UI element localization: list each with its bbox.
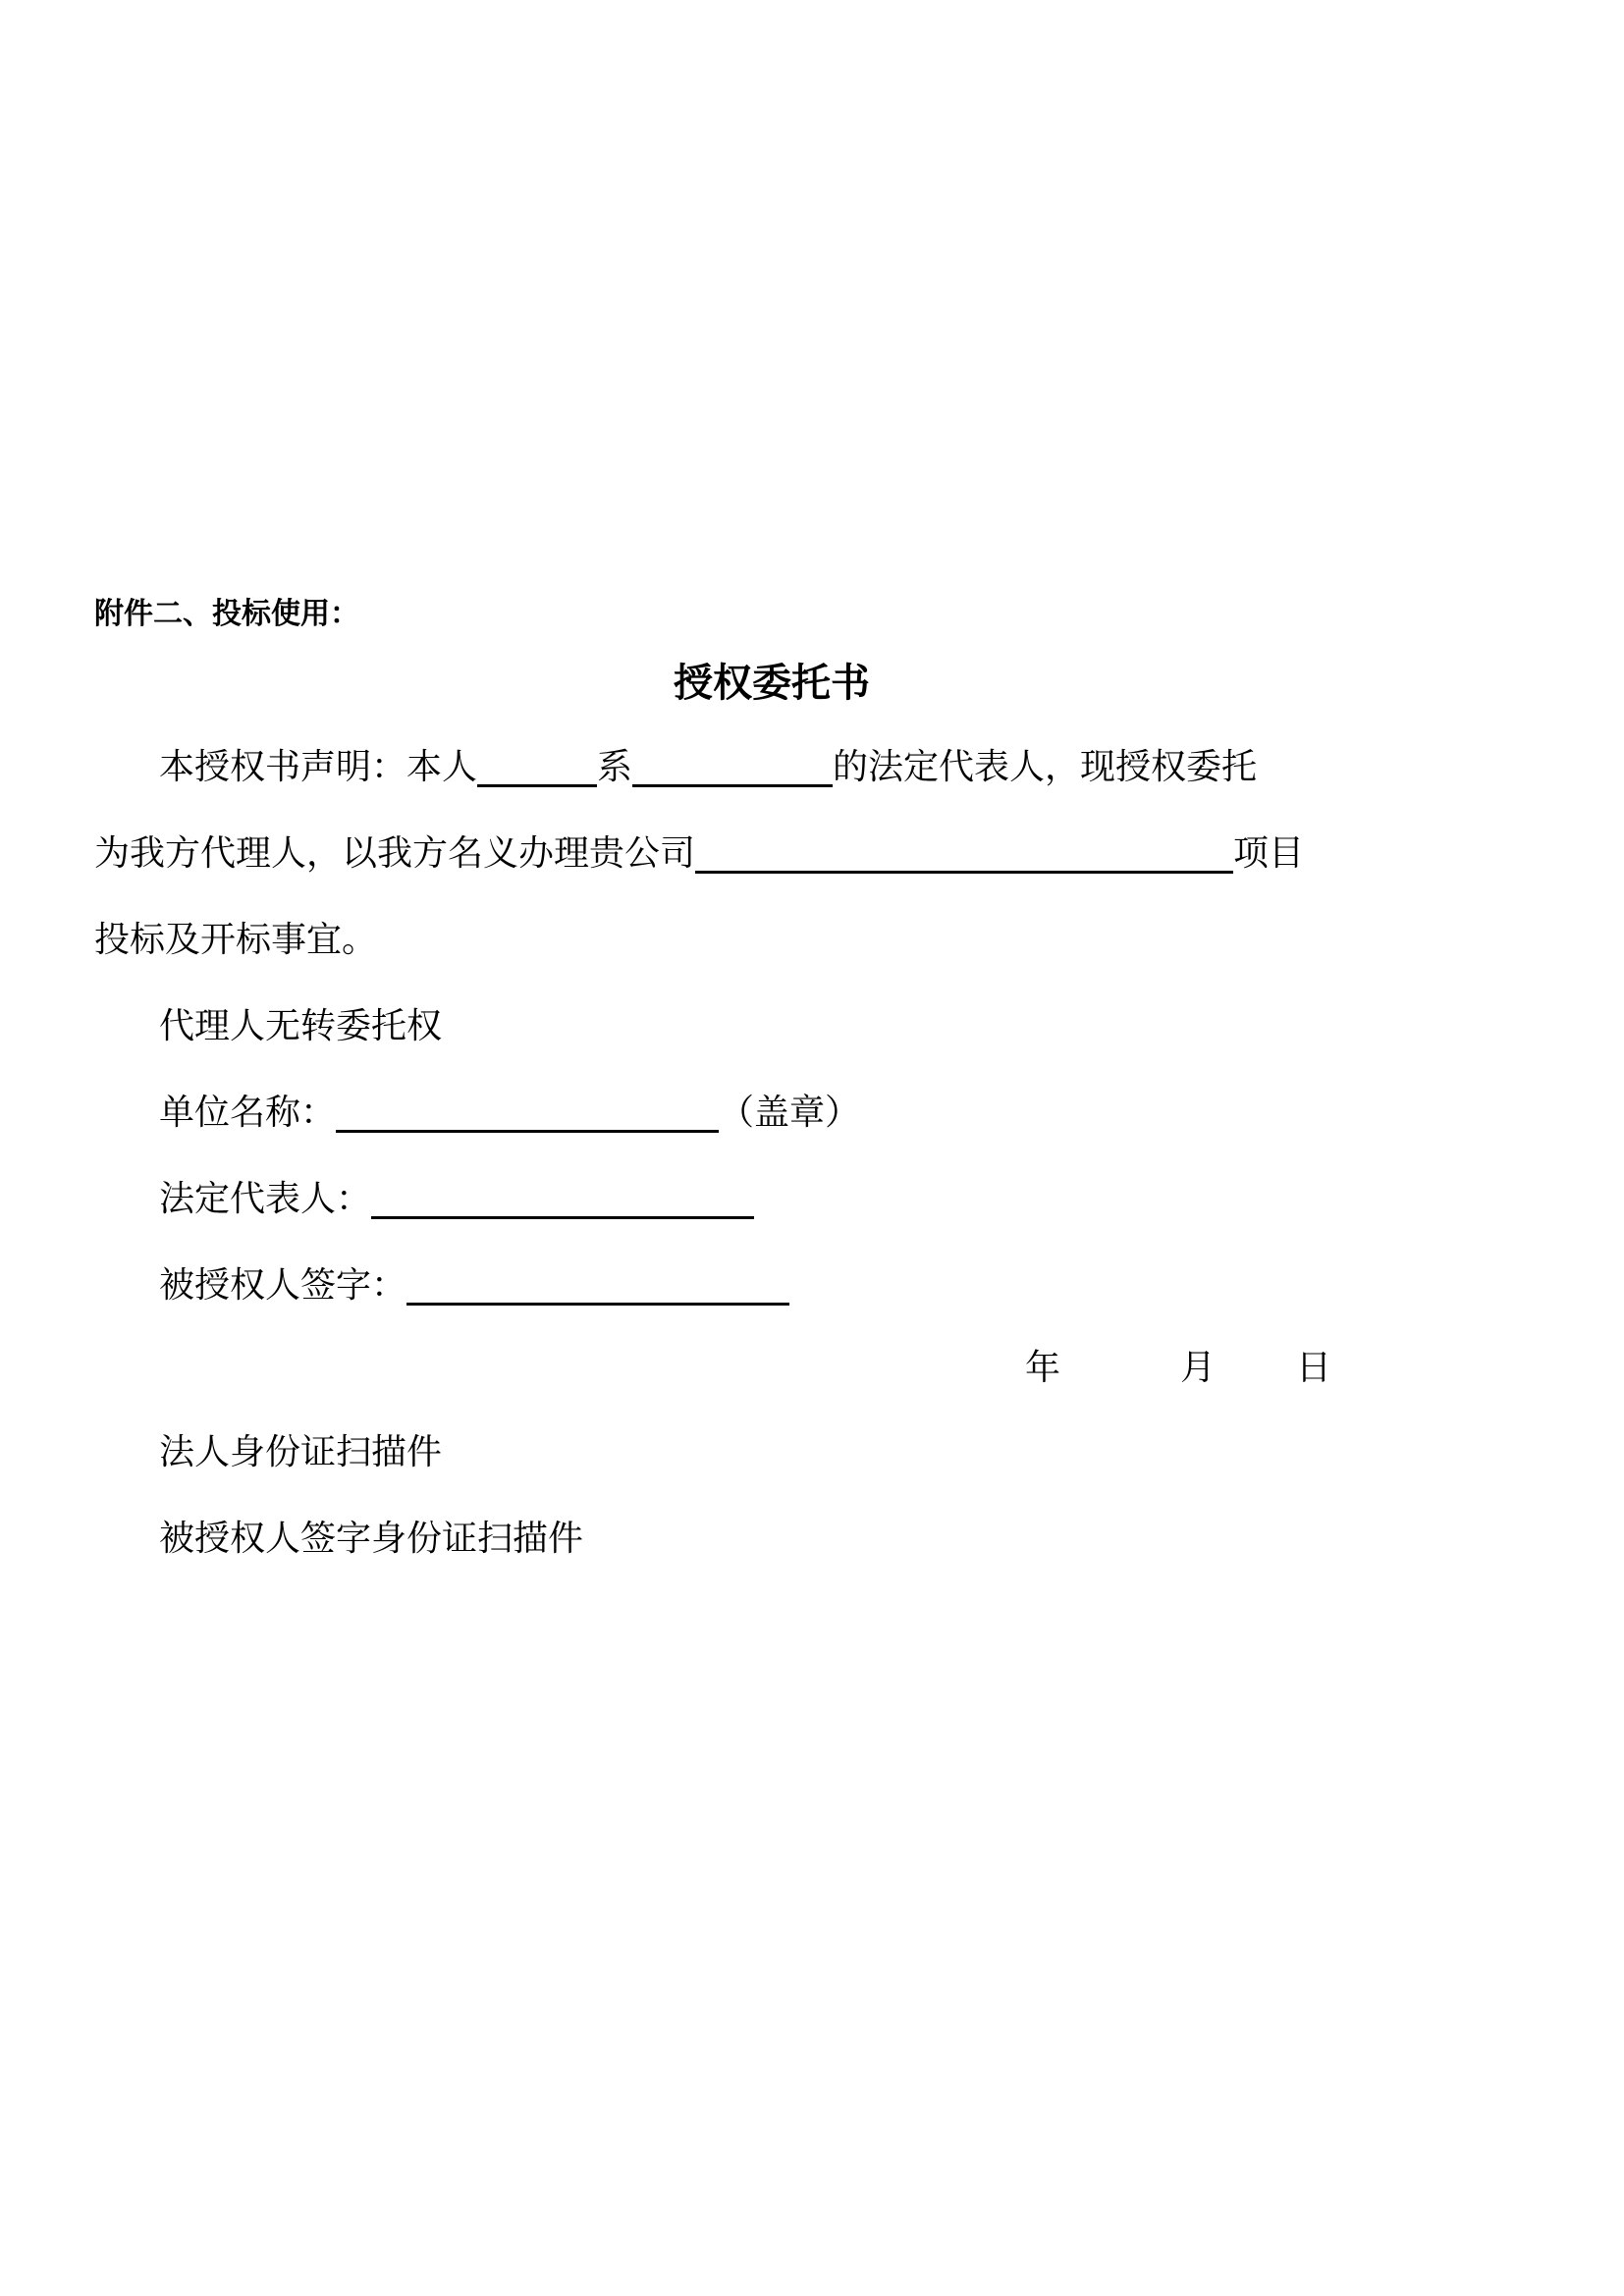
declaration-text-5: 项目 bbox=[1233, 833, 1305, 874]
attachment-label: 附件二、投标使用： bbox=[94, 597, 359, 631]
company-blank[interactable] bbox=[632, 749, 833, 787]
unit-name-row bbox=[159, 1092, 860, 1135]
legal-rep-row bbox=[159, 1178, 754, 1221]
seal-note: （盖章） bbox=[719, 1093, 861, 1133]
declaration-line-2 bbox=[94, 832, 1304, 876]
authorized-sign-blank[interactable] bbox=[406, 1267, 789, 1306]
declaration-text-2: 系 bbox=[597, 747, 633, 787]
unit-name-blank[interactable] bbox=[336, 1095, 719, 1133]
date-month: 月 bbox=[1180, 1348, 1217, 1388]
declaration-text-3: 的法定代表人，现授权委托 bbox=[833, 747, 1258, 787]
declaration-line-1 bbox=[159, 746, 1257, 789]
unit-name-label: 单位名称： bbox=[159, 1093, 337, 1133]
authorized-sign-label: 被授权人签字： bbox=[159, 1265, 407, 1306]
declaration-text-1: 本授权书声明：本人 bbox=[159, 747, 478, 787]
project-blank[interactable] bbox=[695, 835, 1233, 874]
date-year: 年 bbox=[1025, 1348, 1061, 1388]
declaration-line-3: 投标及开标事宜。 bbox=[94, 920, 378, 960]
document-title: 授权委托书 bbox=[674, 661, 870, 706]
person-name-blank[interactable] bbox=[477, 749, 597, 787]
legal-rep-blank[interactable] bbox=[371, 1181, 754, 1219]
declaration-text-4: 为我方代理人，以我方名义办理贵公司 bbox=[94, 833, 696, 874]
legal-id-scan-note: 法人身份证扫描件 bbox=[159, 1432, 443, 1472]
authorized-sign-row bbox=[159, 1264, 789, 1308]
date-day: 日 bbox=[1296, 1348, 1332, 1388]
no-transfer-note: 代理人无转委托权 bbox=[159, 1006, 443, 1046]
authorized-id-scan-note: 被授权人签字身份证扫描件 bbox=[159, 1519, 584, 1559]
legal-rep-label: 法定代表人： bbox=[159, 1179, 372, 1219]
